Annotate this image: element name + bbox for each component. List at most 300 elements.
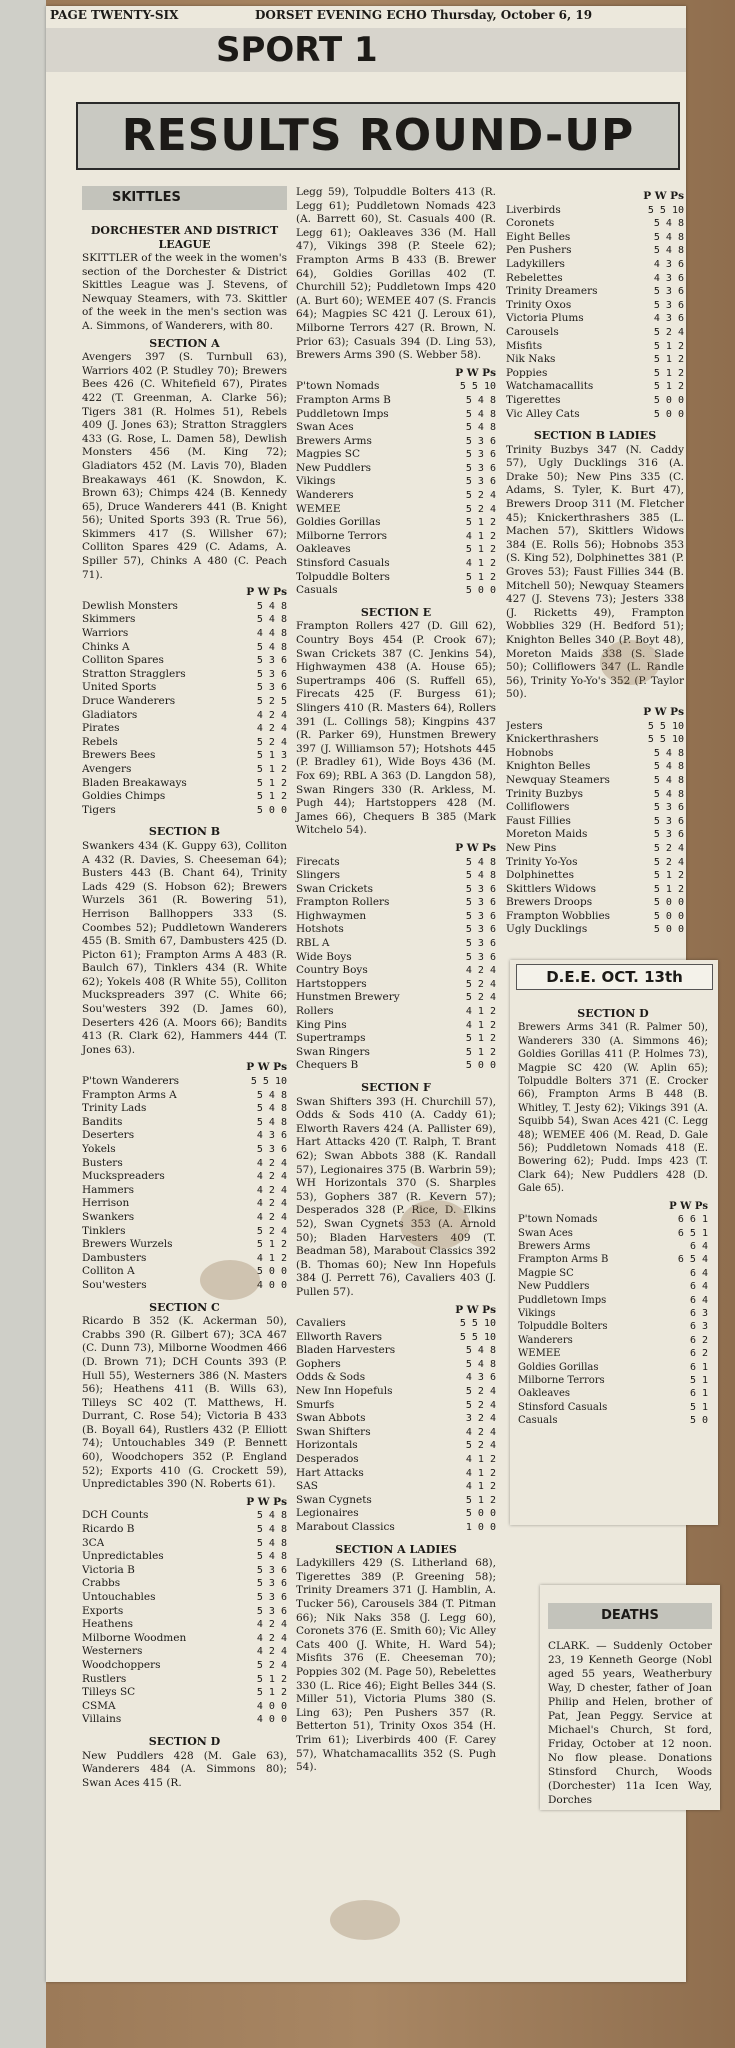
team-record: 5 1 2: [256, 1687, 287, 1699]
table-header: P W Ps: [246, 1495, 287, 1508]
stain: [330, 1900, 400, 1940]
team-name: Hammers: [82, 1183, 134, 1196]
team-record: 5 5 10: [459, 381, 496, 393]
team-record: 5 4 8: [256, 1089, 287, 1101]
team-name: Trinity Dreamers: [506, 285, 598, 298]
team-name: Eight Belles: [506, 230, 571, 243]
team-record: 5 4 8: [653, 747, 684, 759]
table-row: [82, 1577, 287, 1591]
table-row: [296, 964, 496, 978]
section-b-heading: SECTION B: [148, 825, 221, 839]
team-record: 5 4 8: [256, 1551, 287, 1563]
table-row: [518, 1227, 708, 1240]
table-row: [296, 394, 496, 408]
team-name: Dewlish Monsters: [82, 599, 178, 612]
league-heading: DORCHESTER AND DISTRICT LEAGUE: [90, 224, 279, 251]
team-record: 4 2 4: [256, 1646, 287, 1658]
team-record: 5 3 6: [256, 1564, 287, 1576]
team-name: Herrison: [82, 1197, 130, 1210]
table-row: [82, 1184, 287, 1198]
team-record: 6 2: [689, 1334, 708, 1346]
table-row: [506, 788, 684, 802]
table-row: [82, 709, 287, 723]
table-row: [82, 722, 287, 736]
table-row: [82, 1509, 287, 1523]
team-name: Nik Naks: [506, 353, 556, 366]
table-row: [82, 804, 287, 818]
team-name: Goldies Gorillas: [296, 516, 381, 529]
team-record: 5 2 4: [653, 842, 684, 854]
team-name: Newquay Steamers: [506, 773, 610, 786]
skittles-heading: SKITTLES: [82, 186, 287, 210]
table-row: [296, 991, 496, 1005]
team-name: Dolphinettes: [506, 869, 574, 882]
table-row: [82, 1197, 287, 1211]
table-row: [518, 1414, 708, 1427]
team-record: 5 1 2: [465, 1046, 496, 1058]
section-e-heading: SECTION E: [360, 605, 432, 619]
table-row: [296, 923, 496, 937]
table-row: [296, 475, 496, 489]
team-record: 5 4 8: [465, 856, 496, 868]
stain: [200, 1260, 260, 1300]
table-row: [518, 1347, 708, 1360]
team-record: 5 5 10: [647, 720, 684, 732]
table-header: P W Ps: [643, 705, 684, 718]
table-row: [82, 1673, 287, 1687]
team-record: 6 4: [689, 1281, 708, 1293]
table-row: [296, 1358, 496, 1372]
team-name: Hunstmen Brewery: [296, 991, 400, 1004]
team-name: Smurfs: [296, 1398, 335, 1411]
team-name: Victoria B: [82, 1563, 135, 1576]
team-name: Vic Alley Cats: [506, 407, 580, 420]
table-row: [506, 394, 684, 408]
team-name: Vikings: [296, 475, 336, 488]
team-record: 5 0 0: [653, 924, 684, 936]
team-record: 5 1 2: [465, 571, 496, 583]
team-name: Swan Aces: [296, 421, 354, 434]
team-name: Bandits: [82, 1115, 123, 1128]
team-name: Legionaires: [296, 1507, 359, 1520]
team-record: 6 6 1: [677, 1214, 708, 1226]
team-record: 6 4: [689, 1267, 708, 1279]
table-row: [82, 600, 287, 614]
table-row: [518, 1294, 708, 1307]
paper-title: DORSET EVENING ECHO Thursday, October 6, 19: [255, 8, 593, 22]
team-name: Brewers Droops: [506, 896, 593, 909]
team-record: 5 5 10: [250, 1076, 287, 1088]
team-name: Liverbirds: [506, 203, 561, 216]
team-name: Marabout Classics: [296, 1521, 395, 1533]
team-name: Pen Pushers: [506, 244, 572, 257]
team-record: 5 4 8: [465, 1345, 496, 1357]
section-c-table: [82, 1496, 287, 1727]
team-record: 5 0: [689, 1415, 708, 1427]
team-name: CSMA: [82, 1699, 116, 1712]
table-row: [296, 1521, 496, 1535]
team-name: Wanderers: [296, 489, 354, 502]
table-row: [506, 869, 684, 883]
team-record: 5 3 6: [465, 883, 496, 895]
section-d-heading: SECTION D: [148, 1734, 221, 1748]
table-row: [82, 1645, 287, 1659]
team-name: Milborne Terrors: [296, 529, 388, 542]
team-name: Brewers Arms: [518, 1240, 591, 1252]
team-record: 5 3 6: [653, 299, 684, 311]
deaths-heading: DEATHS: [548, 1603, 712, 1629]
section-e-table: [296, 842, 496, 1073]
team-name: Gladiators: [82, 708, 138, 721]
table-row: [82, 695, 287, 709]
table-row: [296, 1032, 496, 1046]
team-name: Tolpuddle Bolters: [518, 1321, 608, 1333]
team-name: Ugly Ducklings: [506, 923, 588, 936]
team-record: 4 1 2: [465, 558, 496, 570]
team-name: Desperados: [296, 1453, 359, 1466]
team-record: 5 4 8: [465, 870, 496, 882]
team-name: Hart Attacks: [296, 1466, 364, 1479]
table-row: [506, 896, 684, 910]
team-name: Stratton Stragglers: [82, 667, 186, 680]
table-row: [296, 1331, 496, 1345]
team-record: 5 3 6: [256, 1144, 287, 1155]
team-name: Gophers: [296, 1357, 341, 1370]
team-record: 4 2 4: [256, 1211, 287, 1223]
team-record: 5 3 6: [465, 910, 496, 922]
team-record: 5 3 6: [256, 655, 287, 667]
team-record: 5 1 2: [653, 340, 684, 352]
table-row: [518, 1361, 708, 1374]
table-row: [518, 1267, 708, 1280]
team-record: 5 0 0: [465, 585, 496, 597]
table-row: [296, 543, 496, 557]
table-row: [506, 285, 684, 299]
team-record: 5 1 2: [465, 1494, 496, 1506]
table-row: [506, 353, 684, 367]
team-record: 5 0 0: [465, 1508, 496, 1520]
team-record: 5 4 8: [653, 231, 684, 243]
team-record: 5 3 6: [256, 682, 287, 694]
team-name: Westerners: [82, 1645, 143, 1658]
team-record: 5 3 6: [465, 897, 496, 909]
date-label: D.E.E. OCT. 13th: [516, 964, 713, 990]
team-record: 5 1 2: [653, 883, 684, 895]
team-name: Tigerettes: [506, 393, 561, 406]
team-name: Victoria Plums: [506, 312, 584, 325]
section-d-update-table: [518, 1200, 708, 1428]
team-record: 5 3 6: [256, 1605, 287, 1617]
team-name: New Pins: [506, 841, 557, 854]
team-record: 5 5 10: [647, 734, 684, 746]
team-record: 5 4 8: [256, 1116, 287, 1128]
death-notice: CLARK. — Suddenly October 23, 19 Kenneth George (Nobl aged 55 years, Weatherbury Way, D chester, father of Joan Philip and Helen, brother of Pat, Jean Peggy. Service at Michael's Church, St ford, Friday, October at 12 noon. No flow please. Donations Stinsford Church, Woods (Dorchester) 11a Icen Way, Dorches: [548, 1640, 712, 1806]
team-record: 4 3 6: [653, 272, 684, 284]
table-row: [296, 896, 496, 910]
table-row: [82, 1618, 287, 1632]
team-name: Highwaymen: [296, 909, 367, 922]
table-row: [296, 1494, 496, 1508]
team-record: 4 3 6: [653, 313, 684, 325]
table-row: [296, 408, 496, 422]
page-number: PAGE TWENTY-SIX: [50, 8, 179, 22]
table-row: [518, 1307, 708, 1320]
team-record: 5 0 0: [653, 394, 684, 406]
team-record: 6 5 1: [677, 1227, 708, 1239]
team-name: WEMEE: [296, 502, 341, 515]
table-row: [296, 1371, 496, 1385]
team-name: Muckspreaders: [82, 1170, 165, 1183]
team-name: Casuals: [518, 1415, 558, 1427]
section-b-table: [82, 1061, 287, 1292]
team-name: Misfits: [506, 339, 543, 352]
table-header: P W Ps: [669, 1200, 708, 1212]
team-name: Goldies Gorillas: [518, 1361, 599, 1373]
team-record: 5 3 6: [653, 286, 684, 298]
team-record: 5 3 6: [256, 668, 287, 680]
team-name: Poppies: [506, 366, 548, 379]
table-row: [506, 326, 684, 340]
team-name: WEMEE: [518, 1348, 561, 1360]
team-name: Jesters: [506, 719, 543, 732]
table-row: [506, 380, 684, 394]
team-name: Magpies SC: [296, 448, 360, 461]
team-record: 5 1 2: [465, 1033, 496, 1045]
table-header: P W Ps: [246, 586, 287, 599]
table-row: [296, 530, 496, 544]
team-name: Watchamacallits: [506, 380, 594, 393]
team-record: 5 3 6: [465, 938, 496, 950]
table-row: [82, 654, 287, 668]
team-record: 5 4 8: [256, 641, 287, 653]
table-row: [296, 1059, 496, 1073]
team-record: 6 4: [689, 1294, 708, 1306]
column-2: [296, 186, 496, 1775]
team-name: P'town Wanderers: [82, 1075, 180, 1088]
table-row: [82, 1659, 287, 1673]
team-record: 5 1 2: [256, 791, 287, 803]
table-header: P W Ps: [643, 190, 684, 202]
table-row: [506, 856, 684, 870]
team-record: 5 4 8: [653, 788, 684, 800]
table-row: [296, 516, 496, 530]
table-row: [296, 910, 496, 924]
table-row: [296, 937, 496, 951]
team-record: 6 2: [689, 1348, 708, 1360]
table-row: [506, 367, 684, 381]
table-row: [506, 340, 684, 354]
team-name: Dambusters: [82, 1251, 147, 1264]
team-record: 5 4 8: [653, 245, 684, 257]
team-name: Trinity Lads: [82, 1102, 147, 1115]
table-row: [82, 1686, 287, 1700]
table-row: [296, 1019, 496, 1033]
table-row: [82, 1605, 287, 1619]
table-row: [296, 883, 496, 897]
table-row: [506, 842, 684, 856]
section-d-results-continued: Legg 59), Tolpuddle Bolters 413 (R. Legg 61); Puddletown Nomads 423 (A. Barrett 60), St. Casuals 400 (R. Legg 61); Oakleaves 336 (M. Hall 47), Vikings 398 (P. Steele 62); Frampton Arms B 433 (B. Brewer 64), Goldies Gorillas 402 (T. Churchill 52); Puddletown Imps 420 (A. Burt 60); WEMEE 407 (S. Francis 64); Magpies SC 421 (J. Leroux 61), Milborne Terrors 427 (R. Brown, N. Prior 63); Casuals 394 (D. Ling 53), Brewers Arms 390 (S. Webber 58).: [296, 186, 496, 362]
team-record: 5 1 2: [653, 354, 684, 366]
team-record: 6 3: [689, 1321, 708, 1333]
team-name: Bladen Breakaways: [82, 776, 187, 789]
team-name: Sou'westers: [82, 1278, 147, 1291]
team-record: 4 0 0: [256, 1700, 287, 1712]
table-row: [296, 978, 496, 992]
team-name: King Pins: [296, 1018, 347, 1031]
team-record: 5 1: [689, 1401, 708, 1413]
table-row: [82, 1537, 287, 1551]
section-d-update: [518, 1004, 708, 1436]
table-row: [82, 1713, 287, 1727]
team-record: 5 2 4: [256, 1225, 287, 1237]
team-name: Frampton Arms A: [82, 1088, 177, 1101]
team-name: Swan Crickets: [296, 882, 374, 895]
table-row: [296, 448, 496, 462]
table-row: [296, 1412, 496, 1426]
table-row: [82, 777, 287, 791]
section-a-ladies-table: [506, 190, 684, 421]
masthead: [50, 6, 682, 24]
table-row: [296, 1467, 496, 1481]
table-row: [296, 1439, 496, 1453]
team-name: Skimmers: [82, 613, 136, 626]
team-name: Tolpuddle Bolters: [296, 570, 390, 583]
table-row: [82, 1564, 287, 1578]
team-name: Coronets: [506, 217, 555, 230]
sport-header: [46, 28, 686, 72]
table-row: [82, 1252, 287, 1266]
table-row: [82, 1143, 287, 1157]
team-record: 5 3 6: [653, 829, 684, 841]
team-record: 5 1 2: [653, 381, 684, 393]
team-name: Oakleaves: [518, 1388, 570, 1400]
deaths-clipping: [540, 1585, 720, 1810]
team-name: Tilleys SC: [82, 1686, 136, 1699]
team-name: Rebels: [82, 735, 118, 748]
table-row: [506, 760, 684, 774]
team-record: 5 1 2: [653, 870, 684, 882]
team-record: 4 1 2: [256, 1252, 287, 1264]
team-name: Chinks A: [82, 640, 130, 653]
team-name: Puddletown Imps: [518, 1294, 607, 1306]
team-record: 5 1 2: [653, 367, 684, 379]
section-c-results: Ricardo B 352 (K. Ackerman 50), Crabbs 390 (R. Gilbert 67); 3CA 467 (C. Dunn 73), Milborne Woodmen 466 (D. Brown 71); DCH Counts 393 (P. Hull 55), Westerners 386 (N. Masters 56); Heathens 411 (B. Wills 63), Tilleys SC 402 (T. Matthews, H. Durrant, C. Rose 54); Victoria B 433 (B. Boyall 64), Rustlers 432 (P. Elliott 74); Untouchables 349 (P. Bennett 60), Woodchopers 352 (P. England 52); Exports 410 (G. Crockett 59), Unpredictables 390 (N. Roberts 61).: [82, 1315, 287, 1491]
team-record: 5 0 0: [256, 1266, 287, 1278]
team-name: Tinklers: [82, 1224, 126, 1237]
table-row: [518, 1213, 708, 1226]
team-name: Warriors: [82, 627, 129, 640]
table-row: [82, 1075, 287, 1089]
table-row: [506, 923, 684, 937]
team-name: Supertramps: [296, 1032, 366, 1045]
team-record: 5 4 8: [256, 1510, 287, 1522]
team-record: 5 1 2: [256, 1673, 287, 1685]
team-name: Exports: [82, 1604, 124, 1617]
team-record: 5 3 6: [256, 1592, 287, 1603]
team-record: 6 4: [689, 1240, 708, 1252]
section-f-heading: SECTION F: [361, 1081, 431, 1094]
team-name: Ladykillers: [506, 257, 565, 270]
team-name: Hotshots: [296, 923, 344, 936]
team-name: Swan Ringers: [296, 1045, 370, 1058]
team-name: New Inn Hopefuls: [296, 1385, 393, 1398]
section-b-results: Swankers 434 (K. Guppy 63), Colliton A 432 (R. Davies, S. Cheeseman 64); Busters 443 (B. Chant 64), Trinity Lads 429 (S. Hobson 62); Brewers Wurzels 361 (R. Bowering 51), Herrison Ballhoppers 333 (S. Coombes 52); Puddletown Wanderers 455 (B. Smith 67, Dambusters 425 (D. Picton 61); Frampton Arms A 483 (R. Baulch 67), Tinklers 434 (R. White 62); Yokels 408 (R White 55), Colliton Muckspreaders 397 (C. White 66; Sou'westers 392 (D. James 60), Deserters 426 (A. Moors 66); Bandits 413 (R. Clark 62), Hammers 444 (T. Jones 63).: [82, 839, 287, 1056]
team-name: Wide Boys: [296, 950, 352, 963]
team-record: 4 2 4: [465, 1426, 496, 1438]
table-row: [82, 1211, 287, 1225]
team-name: Cavaliers: [296, 1317, 346, 1330]
table-row: [296, 856, 496, 870]
team-record: 4 2 4: [256, 1157, 287, 1169]
team-name: Chequers B: [296, 1059, 359, 1072]
team-name: Milborne Terrors: [518, 1374, 605, 1386]
table-row: [82, 1225, 287, 1239]
team-name: Stinsford Casuals: [296, 557, 390, 570]
team-record: 5 4 8: [256, 1524, 287, 1536]
team-record: 5 2 4: [653, 326, 684, 338]
table-row: [518, 1374, 708, 1387]
team-record: 4 3 6: [465, 1372, 496, 1384]
team-name: Frampton Rollers: [296, 896, 390, 909]
team-record: 4 2 4: [256, 1184, 287, 1196]
team-record: 5 3 6: [653, 802, 684, 814]
team-record: 5 3 6: [465, 951, 496, 963]
team-record: 5 5 10: [647, 204, 684, 216]
team-name: P'town Nomads: [518, 1214, 598, 1226]
team-record: 5 1 2: [256, 1239, 287, 1251]
team-name: Bladen Harvesters: [296, 1344, 396, 1357]
table-row: [82, 763, 287, 777]
table-row: [506, 204, 684, 218]
team-record: 4 2 4: [465, 965, 496, 977]
team-record: 6 1: [689, 1361, 708, 1373]
team-name: Magpie SC: [518, 1267, 574, 1279]
team-record: 4 0 0: [256, 1279, 287, 1291]
team-name: Slingers: [296, 869, 341, 882]
sport-title: SPORT 1: [216, 30, 378, 70]
team-name: DCH Counts: [82, 1509, 149, 1522]
table-row: [82, 736, 287, 750]
team-record: 5 2 4: [465, 1386, 496, 1398]
team-record: 5 2 4: [465, 503, 496, 515]
team-record: 5 4 8: [465, 408, 496, 420]
table-row: [82, 627, 287, 641]
team-name: Ricardo B: [82, 1523, 135, 1536]
section-d-table: [296, 367, 496, 598]
table-row: [82, 1116, 287, 1130]
team-name: Brewers Wurzels: [82, 1238, 173, 1251]
table-row: [82, 790, 287, 804]
section-e-results: Frampton Rollers 427 (D. Gill 62), Country Boys 454 (P. Crook 67); Swan Crickets 387 (C. Jenkins 54), Highwaymen 438 (A. House 65); Supertramps 406 (S. Ruffell 65), Firecats 425 (F. Burgess 61); Slingers 410 (R. Masters 64), Rollers 391 (L. Collings 58); Kingpins 437 (R. Parker 69), Hunstmen Brewery 397 (J. Williamson 57); Hotshots 445 (P. Bradley 61), Wide Boys 436 (M. Fox 69); RBL A 363 (D. Langdon 58), Swan Ringers 330 (R. Arkless, M. Pugh 44); Hartstoppers 428 (M. James 66), Chequers B 385 (Mark Witchelo 54).: [296, 620, 496, 837]
team-name: Oakleaves: [296, 543, 351, 556]
team-name: Busters: [82, 1156, 123, 1169]
team-record: 5 0 0: [465, 1060, 496, 1072]
table-row: [506, 720, 684, 734]
table-row: [296, 1317, 496, 1331]
team-record: 4 1 2: [465, 1006, 496, 1018]
team-name: Stinsford Casuals: [518, 1401, 608, 1413]
team-name: Trinity Yo-Yos: [506, 855, 578, 868]
table-row: [296, 421, 496, 435]
section-b-ladies-heading: SECTION B LADIES: [533, 429, 657, 443]
team-record: 5 4 8: [465, 394, 496, 406]
team-name: Puddletown Imps: [296, 407, 389, 420]
team-name: Goldies Chimps: [82, 790, 166, 803]
table-row: [296, 951, 496, 965]
table-row: [506, 258, 684, 272]
team-record: 5 2 4: [465, 978, 496, 990]
team-record: 5 5 10: [459, 1331, 496, 1343]
